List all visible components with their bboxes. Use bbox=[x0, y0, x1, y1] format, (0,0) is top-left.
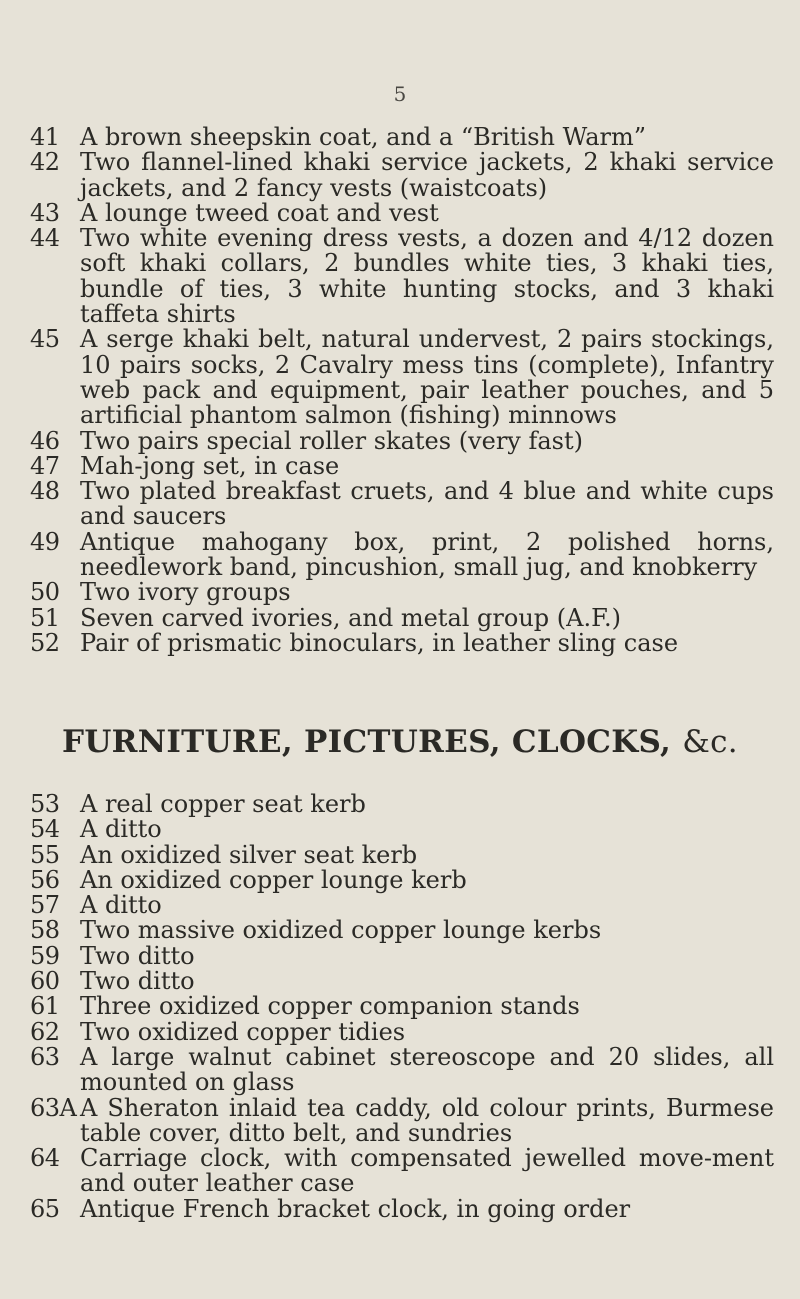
lot-item bbox=[30, 226, 780, 327]
lot-number: 41 bbox=[30, 123, 60, 151]
lot-description: A real copper seat kerb bbox=[80, 790, 366, 818]
lot-description: Two pairs special roller skates (very fast) bbox=[80, 426, 583, 455]
lot-item bbox=[30, 1093, 780, 1147]
lot-description: An oxidized silver seat kerb bbox=[80, 840, 418, 869]
lot-item bbox=[30, 840, 780, 869]
lot-number: 46 bbox=[30, 426, 60, 455]
lot-item bbox=[30, 1017, 780, 1046]
lot-description: Two plated breakfast cruets, and 4 blue and white cups and saucers bbox=[80, 477, 774, 531]
lot-description: Two white evening dress vests, a dozen and 4/12 dozen soft khaki collars, 2 bundles white ties, 3 khaki ties, bundle of ties, 3 white hunting stocks, and 3 khaki taffeta shirts bbox=[80, 224, 774, 329]
lot-item bbox=[30, 1042, 780, 1097]
lot-item bbox=[30, 150, 780, 201]
lot-item bbox=[30, 865, 780, 894]
lot-number: 43 bbox=[30, 198, 60, 227]
lot-description: A serge khaki belt, natural undervest, 2 pairs stockings, 10 pairs socks, 2 Cavalry mess tins (complete), Infantry web pack and equipment, pair leather pouches, and 5 artificial phantom salmon (fishing) minnows bbox=[80, 325, 774, 430]
lot-description: Antique French bracket clock, in going order bbox=[80, 1194, 631, 1223]
lot-number: 59 bbox=[30, 941, 60, 970]
lot-number: 63A bbox=[30, 1093, 77, 1122]
lot-number: 44 bbox=[30, 224, 60, 253]
lot-number: 58 bbox=[30, 916, 60, 945]
lot-number: 63 bbox=[30, 1042, 60, 1071]
lot-item bbox=[30, 918, 780, 943]
lot-description: A Sheraton inlaid tea caddy, old colour prints, Burmese table cover, ditto belt, and sundries bbox=[80, 1093, 774, 1147]
lot-description: A large walnut cabinet stereoscope and 20 slides, all mounted on glass bbox=[80, 1042, 774, 1097]
lot-description: Pair of prismatic binoculars, in leather sling case bbox=[80, 628, 679, 657]
lot-item bbox=[30, 817, 780, 842]
lot-item bbox=[30, 893, 780, 918]
lot-description: Two oxidized copper tidies bbox=[80, 1017, 406, 1046]
lot-item bbox=[30, 969, 780, 994]
lot-number: 55 bbox=[30, 840, 60, 869]
lot-number: 53 bbox=[30, 790, 60, 818]
lot-item bbox=[30, 327, 780, 428]
lot-description: A lounge tweed coat and vest bbox=[80, 198, 439, 227]
lot-item bbox=[30, 1146, 780, 1197]
lot-description: Carriage clock, with compensated jewelled move-ment and outer leather case bbox=[80, 1144, 774, 1198]
lot-number: 49 bbox=[30, 527, 60, 556]
lot-item bbox=[30, 125, 780, 150]
lot-description: Two ivory groups bbox=[80, 578, 291, 607]
lot-item bbox=[30, 792, 780, 817]
lot-description: Two ditto bbox=[80, 967, 195, 996]
lot-description: Two ditto bbox=[80, 941, 195, 970]
lot-item bbox=[30, 580, 780, 605]
lot-item bbox=[30, 603, 780, 632]
lot-number: 56 bbox=[30, 865, 60, 894]
lot-number: 64 bbox=[30, 1144, 60, 1173]
lot-number: 47 bbox=[30, 451, 60, 480]
lot-item bbox=[30, 451, 780, 480]
section-heading-suffix: &c. bbox=[682, 724, 738, 760]
lot-number: 60 bbox=[30, 967, 60, 996]
lot-description: A ditto bbox=[80, 815, 162, 844]
lot-item bbox=[30, 994, 780, 1019]
lot-number: 50 bbox=[30, 578, 60, 607]
lot-item bbox=[30, 426, 780, 455]
lot-item bbox=[30, 479, 780, 530]
lot-number: 51 bbox=[30, 603, 60, 632]
lot-number: 65 bbox=[30, 1194, 60, 1223]
lot-item bbox=[30, 198, 780, 227]
lot-list-clothing bbox=[30, 125, 780, 656]
lot-description: An oxidized copper lounge kerb bbox=[80, 865, 467, 894]
lot-item bbox=[30, 941, 780, 970]
lot-number: 62 bbox=[30, 1017, 60, 1046]
lot-description: Three oxidized copper companion stands bbox=[80, 992, 580, 1021]
lot-list-furniture bbox=[30, 792, 780, 1222]
section-heading bbox=[0, 722, 800, 762]
lot-description: Seven carved ivories, and metal group (A.F.) bbox=[80, 603, 622, 632]
lot-item bbox=[30, 527, 780, 582]
lot-description: Two flannel-lined khaki service jackets, 2 khaki service jackets, and 2 fancy vests (waistcoats) bbox=[80, 148, 774, 202]
lot-number: 54 bbox=[30, 815, 60, 844]
lot-item bbox=[30, 628, 780, 657]
lot-number: 57 bbox=[30, 891, 60, 920]
lot-description: A brown sheepskin coat, and a “British Warm” bbox=[80, 123, 647, 151]
section-heading-main: FURNITURE, PICTURES, CLOCKS, bbox=[62, 724, 672, 760]
page-number: 5 bbox=[393, 82, 407, 106]
lot-number: 48 bbox=[30, 477, 60, 506]
lot-description: Two massive oxidized copper lounge kerbs bbox=[80, 916, 602, 945]
lot-description: A ditto bbox=[80, 891, 162, 920]
lot-number: 52 bbox=[30, 628, 60, 657]
lot-number: 42 bbox=[30, 148, 60, 177]
lot-number: 45 bbox=[30, 325, 60, 354]
lot-description: Mah-jong set, in case bbox=[80, 451, 340, 480]
lot-item bbox=[30, 1194, 780, 1223]
lot-number: 61 bbox=[30, 992, 60, 1021]
lot-description: Antique mahogany box, print, 2 polished horns, needlework band, pincushion, small jug, and knobkerry bbox=[80, 527, 774, 582]
